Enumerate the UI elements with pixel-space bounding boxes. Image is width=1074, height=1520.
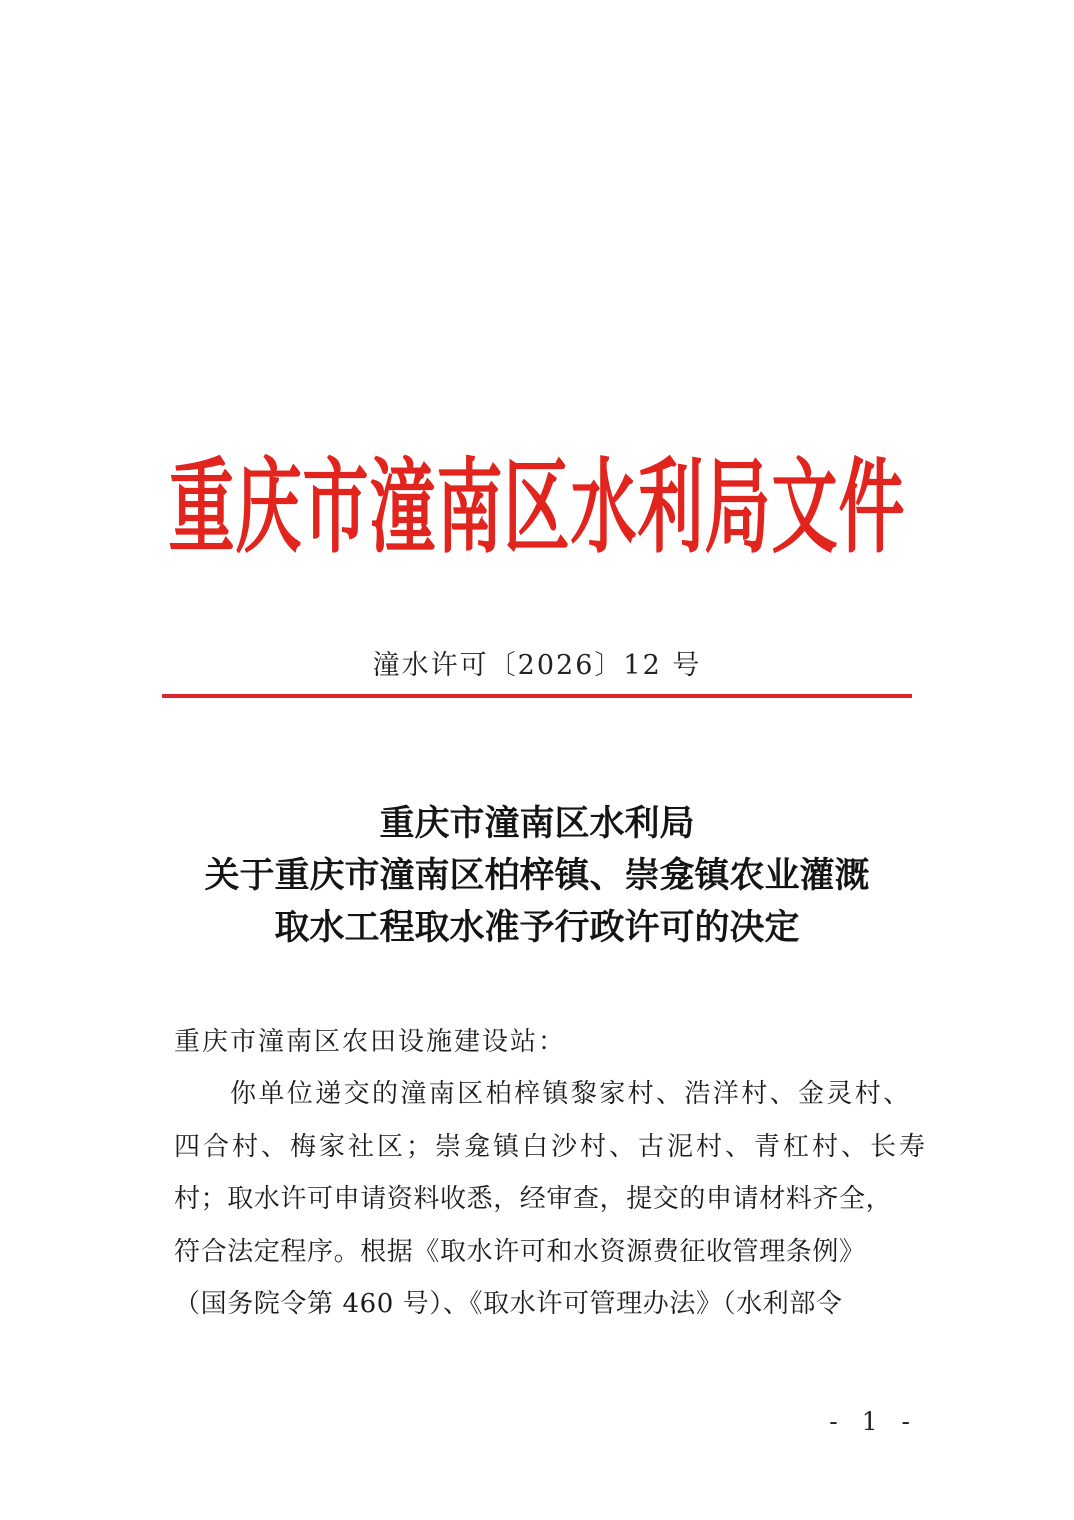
- title-line-1: 重庆市潼南区水利局: [379, 803, 695, 844]
- body-line-3: 村；取水许可申请资料收悉，经审查，提交的申请材料齐全，: [174, 1184, 893, 1214]
- body-line-4: 符合法定程序。根据《取水许可和水资源费征收管理条例》: [174, 1236, 866, 1267]
- document-title: [0, 798, 1074, 954]
- document-masthead: 重庆市潼南区水利局文件: [168, 446, 906, 568]
- page-number: - 1 -: [829, 1407, 918, 1436]
- document-body: [174, 1016, 929, 1331]
- body-line-1: 你单位递交的潼南区柏梓镇黎家村、浩洋村、金灵村、: [230, 1079, 912, 1109]
- title-line-3: 取水工程取水准予行政许可的决定: [274, 907, 800, 948]
- addressee: 重庆市潼南区农田设施建设站：: [174, 1027, 567, 1057]
- document-number: 潼水许可〔2026〕12 号: [372, 650, 702, 681]
- body-line-2: 四合村、梅家社区；崇龛镇白沙村、古泥村、青杠村、长寿: [174, 1131, 929, 1162]
- red-separator-line: [162, 694, 912, 698]
- body-line-5: （国务院令第 460 号）、《取水许可管理办法》（水利部令: [174, 1289, 843, 1319]
- title-line-2: 关于重庆市潼南区柏梓镇、崇龛镇农业灌溉: [204, 855, 870, 896]
